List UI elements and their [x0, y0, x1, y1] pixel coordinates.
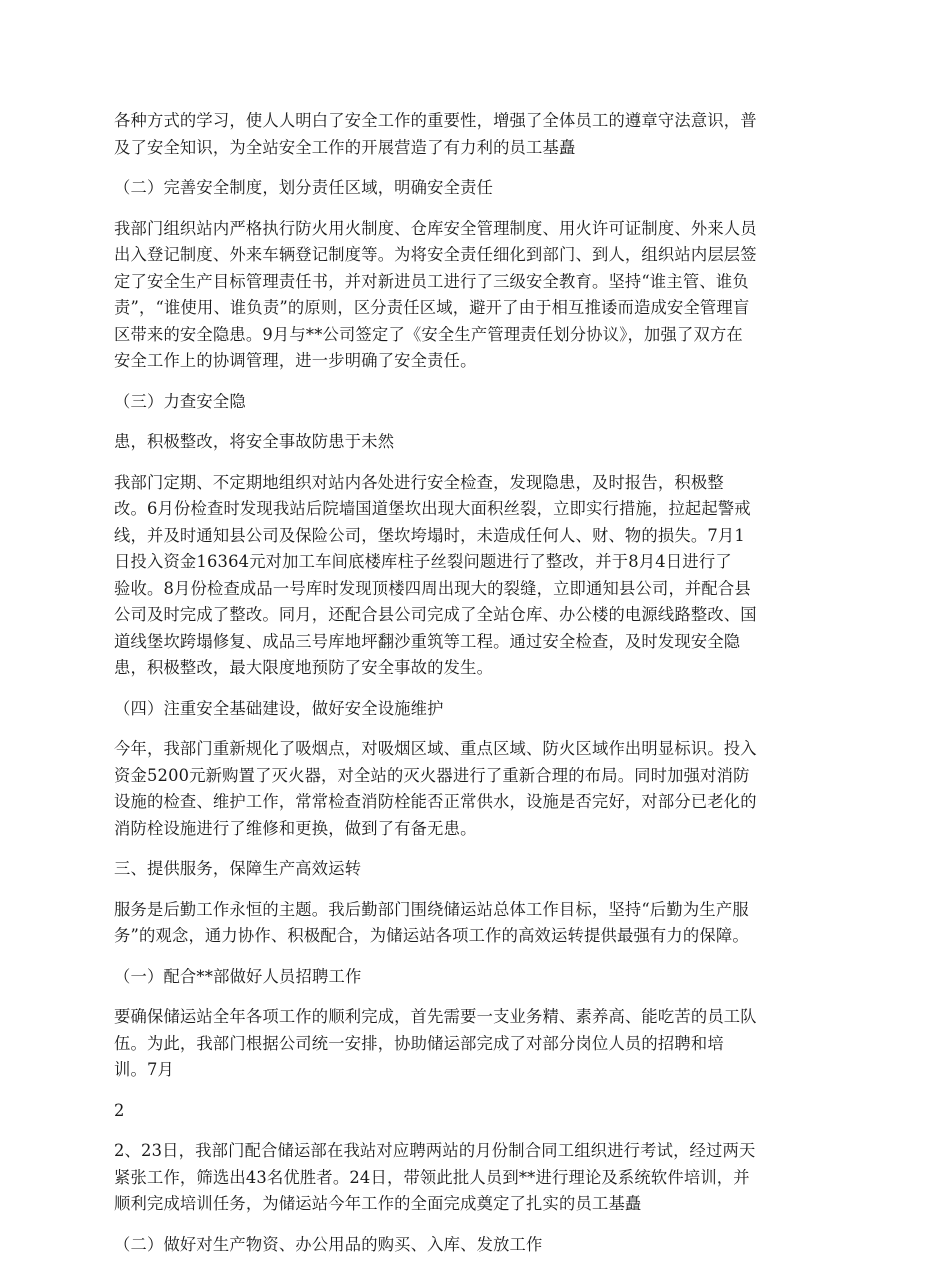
paragraph-safety-facilities: 今年，我部门重新规化了吸烟点，对吸烟区域、重点区域、防火区域作出明显标识。投入 资金5200元新购置了灭火器，对全站的灭火器进行了重新合理的布局。同时加强对消防 设施的检查、维护工作，常常检查消防栓能否正常供水，设施是否完好，对部分已老化的 消防栓设施进行了维修和更换，做到了有备无患。: [114, 739, 757, 838]
section-heading-safety-facilities: （四）注重安全基础建设，做好安全设施维护: [114, 698, 444, 718]
paragraph-recruitment-cont: 2、23日，我部门配合储运部在我站对应聘两站的月份制合同工组织进行考试，经过两天 紧张工作，筛选出43名优胜者。24日，带领此批人员到**进行理论及系统软件培训，并 顺利完成培训任务，为储运站今年工作的全面完成奠定了扎实的员工基矗: [114, 1141, 756, 1213]
document-page: [114, 108, 839, 1272]
paragraph-safety-system: 我部门组织站内严格执行防火用火制度、仓库安全管理制度、用火许可证制度、外来人员 出入登记制度、外来车辆登记制度等。为将安全责任细化到部门、到人，组织站内层层签 定了安全生产目标管理责任书，并对新进员工进行了三级安全教育。坚持“谁主管、谁负 责”，“谁使用、谁负责”的原则，区分责任区域，避开了由于相互推诿而造成安全管理盲 区带来的安全隐患。9月与**公司签定了《安全生产管理责任划分协议》，加强了双方在 安全工作上的协调管理，进一步明确了安全责任。: [114, 218, 757, 370]
paragraph-recruitment: 要确保储运站全年各项工作的顺利完成，首先需要一支业务精、素养高、能吃苦的员工队 伍。为此，我部门根据公司统一安排，协助储运部完成了对部分岗位人员的招聘和培 训。7月: [114, 1007, 757, 1079]
section-heading-service: 三、提供服务，保障生产高效运转: [114, 859, 362, 878]
paragraph-safety-study: 各种方式的学习，使人人明白了安全工作的重要性，增强了全体员工的遵章守法意识，普 及了安全知识，为全站安全工作的开展营造了有力利的员工基矗: [114, 111, 757, 157]
section-heading-procurement: （二）做好对生产物资、办公用品的购买、入库、发放工作: [114, 1234, 543, 1254]
paragraph-service: 服务是后勤工作永恒的主题。我后勤部门围绕储运站总体工作目标，坚持“后勤为生产服 务”的观念，通力协作、积极配合，为储运站各项工作的高效运转提供最强有力的保障。: [114, 899, 749, 945]
paragraph-hazard-check-cont: 患，积极整改，将安全事故防患于未然: [114, 432, 395, 451]
section-heading-safety-system: （二）完善安全制度，划分责任区域，明确安全责任: [114, 178, 494, 197]
section-heading-hazard-check: （三）力查安全隐: [114, 391, 246, 411]
section-heading-recruitment: （一）配合**部做好人员招聘工作: [114, 966, 362, 986]
paragraph-hazard-inspection: 我部门定期、不定期地组织对站内各处进行安全检查，发现隐患，及时报告，积极整 改。6月份检查时发现我站后院墙国道堡坎出现大面积丝裂，立即实行措施，拉起起警戒 线，并及时通知县公司及保险公司，堡坎垮塌时，未造成任何人、财、物的损失。7月1 日投入资金16364元对加工车间底楼库柱子丝裂问题进行了整改，并于8月4日进行了 验收。8月份检查成品一号库时发现顶楼四周出现大的裂缝，立即通知县公司，并配合县 公司及时完成了整改。同月，还配合县公司完成了全站仓库、办公楼的电源线路整改、国 道线堡坎跨塌修复、成品三号库地坪翻沙重筑等工程。通过安全检查，及时发现安全隐 患，积极整改，最大限度地预防了安全事故的发生。: [114, 472, 757, 677]
page-number: 2: [114, 1100, 125, 1120]
